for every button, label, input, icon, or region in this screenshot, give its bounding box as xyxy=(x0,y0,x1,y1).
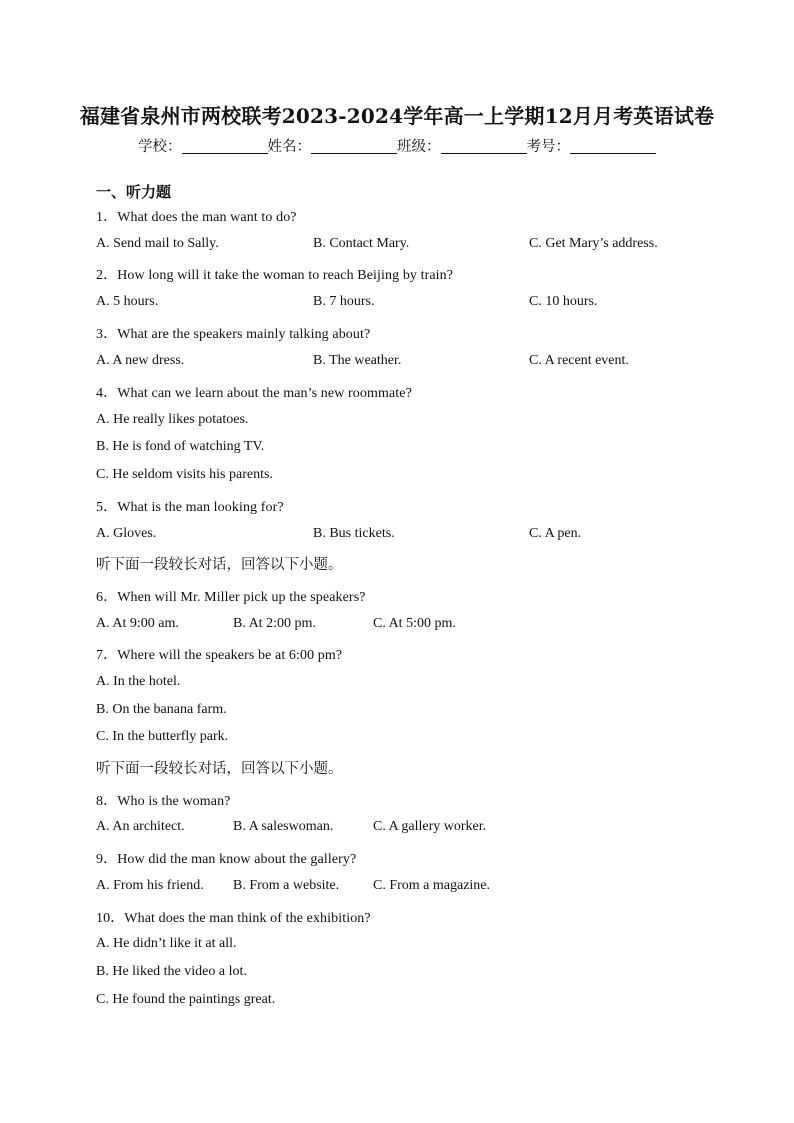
section-heading-listening: 一、听力题 xyxy=(96,183,172,201)
question-1: 1．What does the man want to do? xyxy=(96,210,297,225)
question-9-option-a: A. From his friend. xyxy=(96,878,204,893)
question-8-option-b: B. A saleswoman. xyxy=(233,819,334,834)
question-7-option-a: A. In the hotel. xyxy=(96,674,181,689)
question-8: 8．Who is the woman? xyxy=(96,794,231,809)
question-10-option-a: A. He didn’t like it at all. xyxy=(96,936,237,951)
name-label: 姓名： xyxy=(267,139,311,155)
question-8-option-c: C. A gallery worker. xyxy=(373,819,487,834)
question-7-option-c: C. In the butterfly park. xyxy=(96,729,229,744)
question-4-option-a: A. He really likes potatoes. xyxy=(96,412,249,427)
question-1-option-a: A. Send mail to Sally. xyxy=(96,236,219,251)
question-3: 3．What are the speakers mainly talking about? xyxy=(96,327,371,342)
question-5-option-b: B. Bus tickets. xyxy=(313,526,395,541)
question-4: 4．What can we learn about the man’s new roommate? xyxy=(96,386,412,401)
question-3-option-c: C. A recent event. xyxy=(529,353,629,368)
question-9-option-b: B. From a website. xyxy=(233,878,340,893)
school-label: 学校： xyxy=(138,139,182,155)
question-1-option-b: B. Contact Mary. xyxy=(313,236,410,251)
question-8-option-a: A. An architect. xyxy=(96,819,185,834)
question-3-option-a: A. A new dress. xyxy=(96,353,185,368)
question-10-option-c: C. He found the paintings great. xyxy=(96,992,276,1007)
question-7-option-b: B. On the banana farm. xyxy=(96,702,227,717)
class-label: 班级： xyxy=(397,139,441,155)
question-2-option-c: C. 10 hours. xyxy=(529,294,598,309)
question-2: 2．How long will it take the woman to reach Beijing by train? xyxy=(96,268,454,283)
question-6-option-b: B. At 2:00 pm. xyxy=(233,616,316,631)
dialogue-instruction-1: 听下面一段较长对话，回答以下小题。 xyxy=(96,557,343,573)
exam-title: 福建省泉州市两校联考2023-2024学年高一上学期12月月考英语试卷 xyxy=(79,104,715,128)
question-6-option-c: C. At 5:00 pm. xyxy=(373,616,456,631)
question-10: 10．What does the man think of the exhibition? xyxy=(96,911,371,926)
question-9-option-c: C. From a magazine. xyxy=(373,878,491,893)
question-2-option-b: B. 7 hours. xyxy=(313,294,375,309)
question-1-option-c: C. Get Mary’s address. xyxy=(529,236,658,251)
class-blank[interactable] xyxy=(441,139,527,154)
exam-number-label: 考号： xyxy=(526,139,570,155)
question-3-option-b: B. The weather. xyxy=(313,353,402,368)
question-7: 7．Where will the speakers be at 6:00 pm? xyxy=(96,648,343,663)
exam-number-blank[interactable] xyxy=(570,139,656,154)
school-blank[interactable] xyxy=(182,139,268,154)
student-info-line xyxy=(0,135,794,156)
question-5-option-c: C. A pen. xyxy=(529,526,582,541)
question-5: 5．What is the man looking for? xyxy=(96,500,284,515)
question-10-option-b: B. He liked the video a lot. xyxy=(96,964,247,979)
question-2-option-a: A. 5 hours. xyxy=(96,294,159,309)
question-5-option-a: A. Gloves. xyxy=(96,526,157,541)
question-6-option-a: A. At 9:00 am. xyxy=(96,616,179,631)
question-6: 6．When will Mr. Miller pick up the speakers? xyxy=(96,590,366,605)
name-blank[interactable] xyxy=(311,139,397,154)
question-4-option-b: B. He is fond of watching TV. xyxy=(96,439,265,454)
dialogue-instruction-2: 听下面一段较长对话，回答以下小题。 xyxy=(96,761,343,777)
question-9: 9．How did the man know about the gallery? xyxy=(96,852,357,867)
question-4-option-c: C. He seldom visits his parents. xyxy=(96,467,273,482)
